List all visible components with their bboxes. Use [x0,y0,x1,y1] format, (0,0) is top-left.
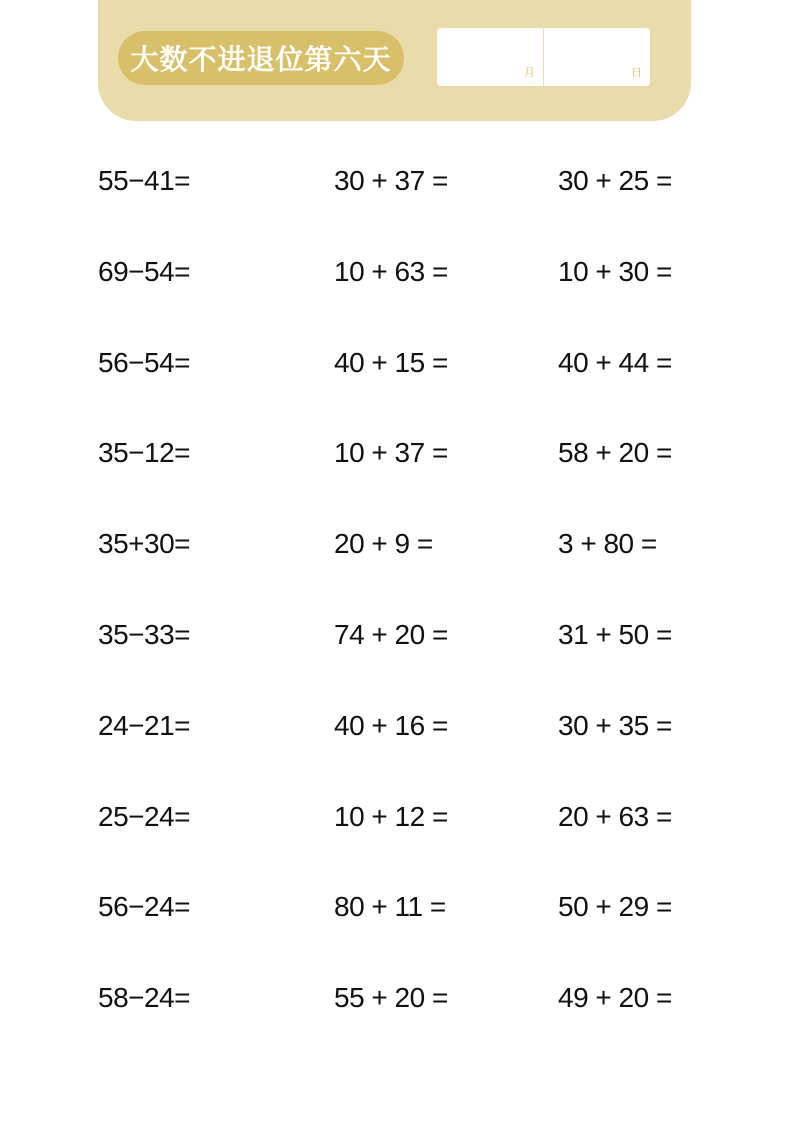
math-problem: 49 + 20 = [558,982,672,1014]
math-problem: 10 + 63 = [334,255,448,287]
math-problem: 58 + 20 = [558,437,672,469]
math-problem: 10 + 37 = [334,437,448,469]
math-problem: 56−54= [98,346,190,378]
math-problem: 50 + 29 = [558,891,672,923]
math-problem: 58−24= [98,982,190,1014]
worksheet-title: 大数不进退位第六天 [130,43,392,76]
math-problem: 56−24= [98,891,190,923]
month-label: 月 [524,66,535,79]
math-problem: 80 + 11 = [334,891,446,923]
math-problem: 20 + 9 = [334,528,433,560]
math-problem: 30 + 35 = [558,709,672,741]
date-box [437,28,650,86]
month-field[interactable] [437,28,543,86]
math-problem: 30 + 25 = [558,165,672,196]
math-problem: 35−33= [98,619,190,650]
math-problem: 25−24= [98,800,190,832]
math-problem: 40 + 15 = [334,346,448,378]
math-problem: 55 + 20 = [334,982,448,1014]
math-problem: 24−21= [98,709,190,741]
math-problem: 35+30= [98,528,190,560]
day-field[interactable] [543,28,650,86]
math-problem: 74 + 20 = [334,619,448,650]
math-problem: 10 + 30 = [558,255,672,287]
title-pill [118,31,404,85]
math-problem: 20 + 63 = [558,800,672,832]
math-problem: 35−12= [98,437,190,469]
math-problem: 10 + 12 = [334,800,448,832]
math-problem: 30 + 37 = [334,165,448,196]
worksheet-header [98,0,691,121]
math-problem: 3 + 80 = [558,528,657,560]
math-problem: 55−41= [98,165,190,196]
math-problem: 40 + 16 = [334,709,448,741]
math-problem: 40 + 44 = [558,346,672,378]
math-problem: 69−54= [98,255,190,287]
math-problem: 31 + 50 = [558,619,672,650]
day-label: 日 [631,66,642,79]
